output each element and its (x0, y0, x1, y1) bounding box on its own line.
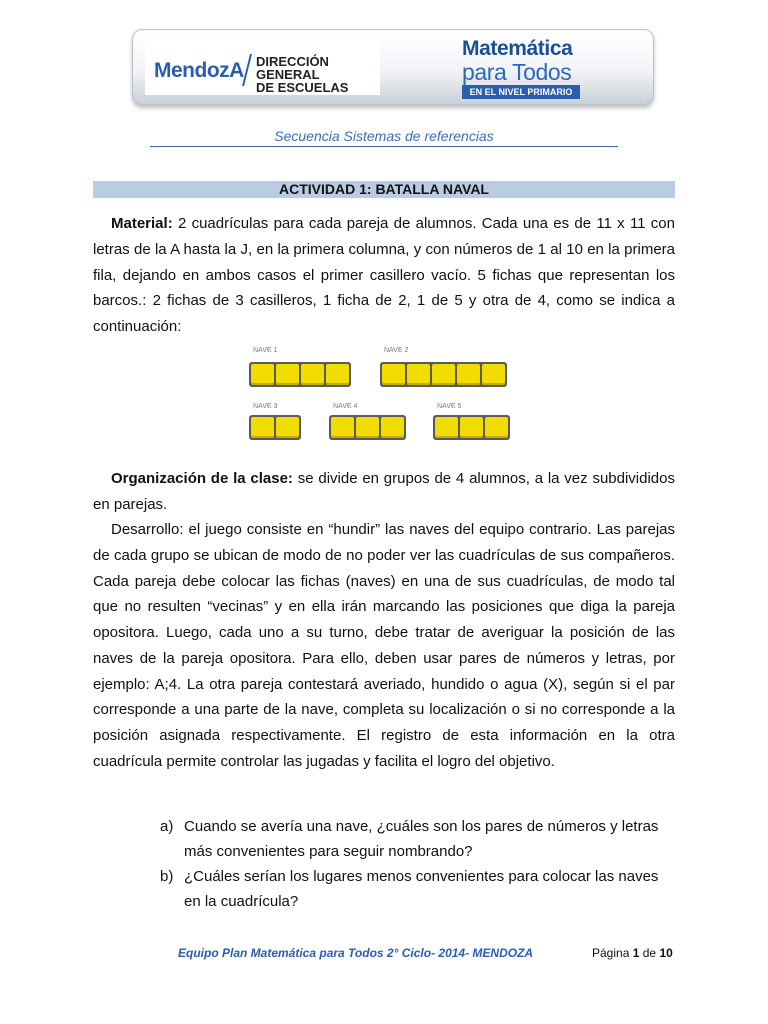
ship-cell (251, 364, 274, 385)
ship-cell (382, 364, 405, 385)
question-marker: a) (160, 818, 174, 835)
logo-title: Matemática (462, 37, 573, 60)
ship-cell (356, 417, 379, 438)
desarrollo-paragraph: Desarrollo: el juego consiste en “hundir” las naves del equipo contrario. Las parejas de cada grupo se ubican de modo de no poder ver las cuadrículas de sus compañeros. Cada pareja debe colocar las fichas (naves) en una de sus cuadrículas, de modo tal que no resulten “vecinas” y en ella irán marcando las posiciones que diga la pareja opositora. Luego, cada uno a su turno, debe tratar de averiguar la posición de las naves de la pareja opositora. Para ello, deben usar pares de números y letras, por ejemplo: A;4. La otra pareja contestará averiado, hundido o agua (X), según si el par corresponde a una parte de la nave, completa su localización o si no corresponde a la posición asignada respectivamente. El registro de esta información en la otra cuadrícula permite controlar las jugadas y facilita el logro del objetivo. (93, 521, 675, 770)
title-underline (150, 146, 618, 147)
ship-cell (276, 417, 299, 438)
ship-2 (380, 362, 507, 387)
ship-4-label: NAVE 4 (333, 403, 358, 410)
ships-figure (245, 343, 535, 448)
material-paragraph (93, 211, 675, 340)
ship-3-label: NAVE 3 (253, 403, 278, 410)
ship-2-label: NAVE 2 (384, 347, 409, 354)
header-banner (132, 29, 654, 105)
material-label: Material: (111, 215, 173, 232)
ship-cell (457, 364, 480, 385)
logo-subtitle: para Todos (462, 59, 572, 85)
ship-3 (249, 415, 301, 440)
ship-1-label: NAVE 1 (253, 347, 278, 354)
ship-cell (485, 417, 508, 438)
question-text: Cuando se avería una nave, ¿cuáles son los pares de números y letras más convenientes para seguir nombrando? (184, 818, 659, 860)
question-a (160, 814, 675, 864)
dge-logo (145, 39, 380, 95)
ship-4 (329, 415, 406, 440)
ship-cell (435, 417, 458, 438)
sequence-title: Secuencia Sistemas de referencias (274, 128, 494, 144)
ship-cell (460, 417, 483, 438)
ship-cell (326, 364, 349, 385)
dge-name: DIRECCIÓN GENERAL DE ESCUELAS (256, 54, 349, 95)
questions-list (160, 814, 675, 914)
activity-heading: ACTIVIDAD 1: BATALLA NAVAL (93, 181, 675, 198)
logo-level-band: EN EL NIVEL PRIMARIO (462, 85, 580, 99)
organizacion-paragraph (93, 466, 675, 518)
ship-5-label: NAVE 5 (437, 403, 462, 410)
ship-5 (433, 415, 510, 440)
page-number: Página 1 de 10 (592, 946, 673, 960)
material-text: 2 cuadrículas para cada pareja de alumnos. Cada una es de 11 x 11 con letras de la A hasta la J, en la primera columna, y con números de 1 al 10 en la primera fila, dejando en ambos casos el primer casillero vacío. 5 fichas que representan los barcos.: 2 fichas de 3 casilleros, 1 ficha de 2, 1 de 5 y otra de 4, como se indica a continuación: (93, 215, 675, 335)
question-marker: b) (160, 868, 174, 885)
ship-cell (251, 417, 274, 438)
ship-cell (381, 417, 404, 438)
organizacion-text: se divide en grupos de 4 alumnos, a la vez subdivididos en parejas. (93, 470, 675, 513)
footer-team: Equipo Plan Matemática para Todos 2° Ciclo- 2014- MENDOZA (178, 946, 534, 960)
ship-cell (276, 364, 299, 385)
ship-cell (482, 364, 505, 385)
question-b (160, 864, 675, 914)
mendoza-brand: MendozA (154, 59, 244, 82)
matematica-para-todos-logo (458, 35, 586, 99)
organizacion-label: Organización de la clase: (111, 470, 293, 487)
ship-cell (407, 364, 430, 385)
ship-cell (331, 417, 354, 438)
ship-cell (432, 364, 455, 385)
ship-cell (301, 364, 324, 385)
ship-1 (249, 362, 351, 387)
question-text: ¿Cuáles serían los lugares menos convenientes para colocar las naves en la cuadrícula? (184, 868, 659, 910)
